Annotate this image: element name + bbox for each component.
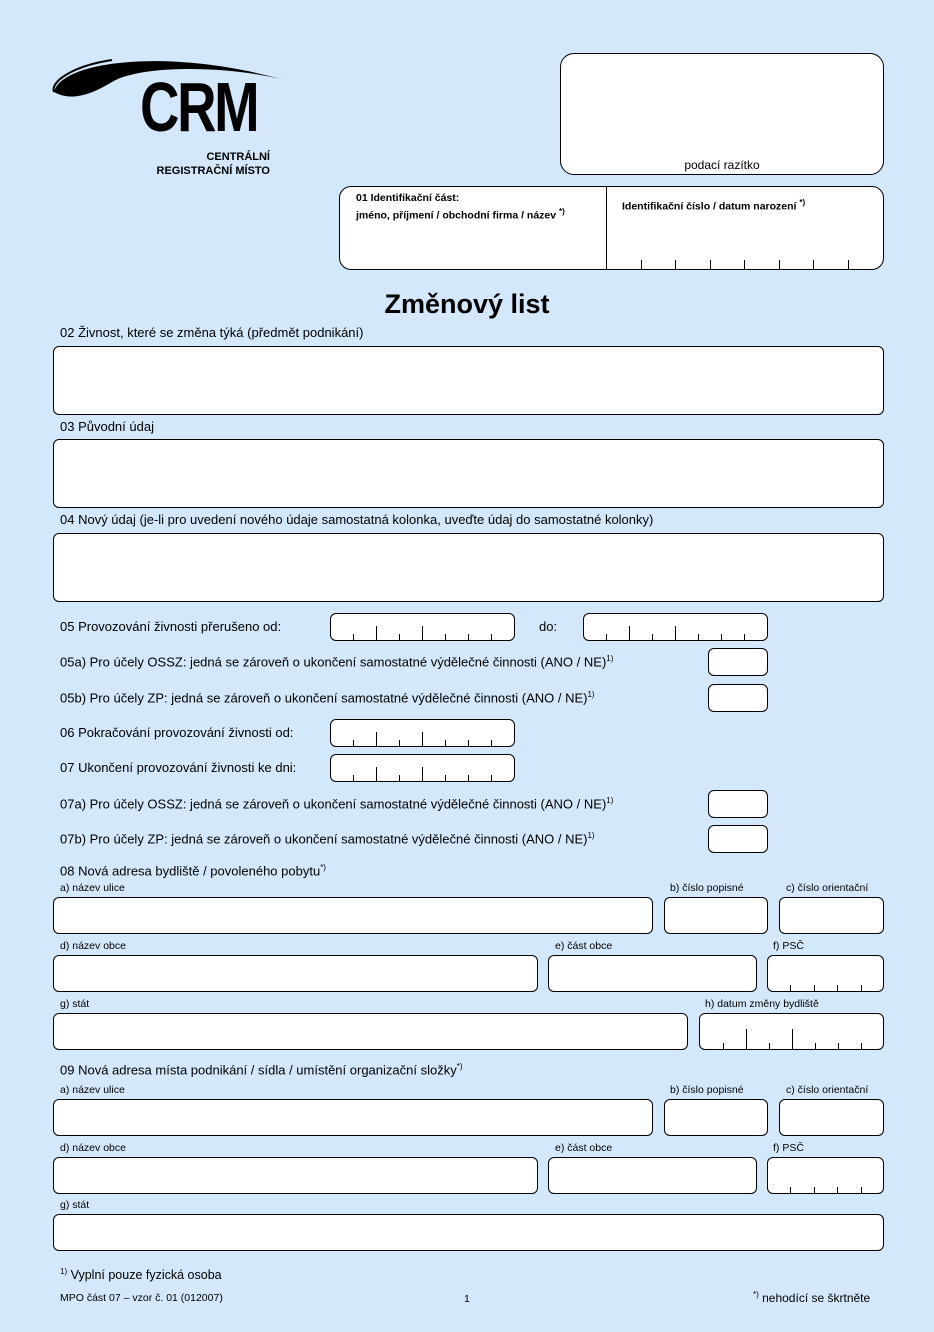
identification-right-title: Identifikační číslo / datum narození <box>622 200 797 213</box>
sec08-cast-label: e) část obce <box>555 940 613 952</box>
sec05a-field[interactable] <box>708 648 768 676</box>
footer-page-number: 1 <box>464 1293 470 1305</box>
sec05-label: 05 Provozování živnosti přerušeno od: <box>60 619 282 634</box>
sec09-orientacni-field[interactable] <box>779 1099 884 1136</box>
sec08-sup: *) <box>320 863 326 872</box>
sec05b-sup: 1) <box>587 690 595 699</box>
sec06-date[interactable] <box>330 719 515 747</box>
identification-left-sub: jméno, příjmení / obchodní firma / název <box>356 209 557 222</box>
sec04-label: 04 Nový údaj (je-li pro uvedení nového údaje samostatná kolonka, uveďte údaj do samostatné kolonky) <box>60 512 654 527</box>
footer-note1-text: Vyplní pouze fyzická osoba <box>67 1268 222 1283</box>
sec07a-sup: 1) <box>606 796 614 805</box>
sec02-field[interactable] <box>53 346 884 415</box>
sec07-date[interactable] <box>330 754 515 782</box>
sec05b-text: 05b) Pro účely ZP: jedná se zároveň o ukončení samostatné výdělečné činnosti (ANO / NE) <box>60 690 588 706</box>
sec09-street-label: a) název ulice <box>60 1084 125 1096</box>
sec09-obec-label: d) název obce <box>60 1142 126 1154</box>
sec08-obec-field[interactable] <box>53 955 538 992</box>
sec08-street-field[interactable] <box>53 897 653 934</box>
sec09-orientacni-label: c) číslo orientační <box>786 1084 869 1096</box>
sec09-label <box>60 1062 462 1077</box>
sec08-orientacni-field[interactable] <box>779 897 884 934</box>
sec09-popisne-field[interactable] <box>664 1099 768 1136</box>
sec05-to-label: do: <box>539 619 558 634</box>
footer-form-code: MPO část 07 – vzor č. 01 (012007) <box>60 1292 223 1304</box>
footer-note2 <box>753 1290 870 1305</box>
sec07b-sup: 1) <box>587 831 595 840</box>
sec07a-field[interactable] <box>708 790 768 818</box>
sec08-label <box>60 863 326 878</box>
sec08-datum-field[interactable] <box>699 1013 884 1050</box>
sec08-cast-field[interactable] <box>548 955 757 992</box>
sec09-stat-label: g) stát <box>60 1199 90 1211</box>
sec08-obec-label: d) název obce <box>60 940 126 952</box>
sec05-to-date[interactable] <box>583 613 768 641</box>
sec05a-sup: 1) <box>606 654 614 663</box>
sec08-orientacni-label: c) číslo orientační <box>786 882 869 894</box>
sec08-stat-label: g) stát <box>60 998 90 1010</box>
sec05b-label <box>60 690 595 705</box>
sec07a-label <box>60 796 613 811</box>
sec09-psc-field[interactable] <box>767 1157 884 1194</box>
logo-line2: REGISTRAČNÍ MÍSTO <box>156 165 270 177</box>
stamp-box <box>560 53 884 175</box>
sec05b-field[interactable] <box>708 684 768 712</box>
sec07b-field[interactable] <box>708 825 768 853</box>
sec09-cast-label: e) část obce <box>555 1142 613 1154</box>
footer-note2-text: nehodící se škrtněte <box>758 1291 871 1305</box>
sec05a-label <box>60 654 613 669</box>
sec09-psc-label: f) PSČ <box>773 1142 804 1154</box>
sec06-label: 06 Pokračování provozování živnosti od: <box>60 725 294 740</box>
identification-left-title: 01 Identifikační část: <box>356 192 460 204</box>
footer-note1 <box>60 1267 222 1282</box>
sec08-text: 08 Nová adresa bydliště / povoleného pobytu <box>60 863 321 879</box>
sec07b-text: 07b) Pro účely ZP: jedná se zároveň o ukončení samostatné výdělečné činnosti (ANO / NE) <box>60 831 588 847</box>
id-number-ticks <box>606 257 883 269</box>
sec03-field[interactable] <box>53 439 884 508</box>
crm-logo-caption <box>120 150 270 178</box>
sec09-text: 09 Nová adresa místa podnikání / sídla / umístění organizační složky <box>60 1062 457 1078</box>
sec09-popisne-label: b) číslo popisné <box>670 1084 744 1096</box>
sec08-psc-label: f) PSČ <box>773 940 804 952</box>
identification-right-sup: *) <box>799 198 806 207</box>
identification-box[interactable] <box>339 186 884 270</box>
sec08-street-label: a) název ulice <box>60 882 125 894</box>
sec08-psc-field[interactable] <box>767 955 884 992</box>
sec02-label: 02 Živnost, které se změna týká (předmět podnikání) <box>60 325 364 340</box>
logo-line1: CENTRÁLNÍ <box>206 151 270 163</box>
sec07-label: 07 Ukončení provozování živnosti ke dni: <box>60 760 297 775</box>
stamp-box-label: podací razítko <box>684 158 760 172</box>
sec07a-text: 07a) Pro účely OSSZ: jedná se zároveň o ukončení samostatné výdělečné činnosti (ANO / NE) <box>60 796 607 812</box>
sec04-field[interactable] <box>53 533 884 602</box>
sec08-datum-label: h) datum změny bydliště <box>705 998 819 1010</box>
sec08-stat-field[interactable] <box>53 1013 688 1050</box>
footer-note1-sup: 1) <box>60 1267 68 1276</box>
sec09-sup: *) <box>456 1062 463 1071</box>
footer-note2-sup: *) <box>753 1290 759 1299</box>
sec08-popisne-label: b) číslo popisné <box>670 882 744 894</box>
sec05-from-date[interactable] <box>330 613 515 641</box>
sec09-obec-field[interactable] <box>53 1157 538 1194</box>
sec07b-label <box>60 831 595 846</box>
page-title: Změnový list <box>384 289 550 319</box>
sec09-cast-field[interactable] <box>548 1157 757 1194</box>
identification-left <box>356 192 565 223</box>
sec05a-text: 05a) Pro účely OSSZ: jedná se zároveň o ukončení samostatné výdělečné činnosti (ANO / NE) <box>60 654 607 670</box>
identification-right <box>622 198 805 213</box>
sec09-stat-field[interactable] <box>53 1214 884 1251</box>
sec03-label: 03 Původní údaj <box>60 419 154 434</box>
sec09-street-field[interactable] <box>53 1099 653 1136</box>
identification-left-sup: *) <box>559 207 565 216</box>
crm-logo-brand: CRM <box>140 68 258 146</box>
sec08-popisne-field[interactable] <box>664 897 768 934</box>
